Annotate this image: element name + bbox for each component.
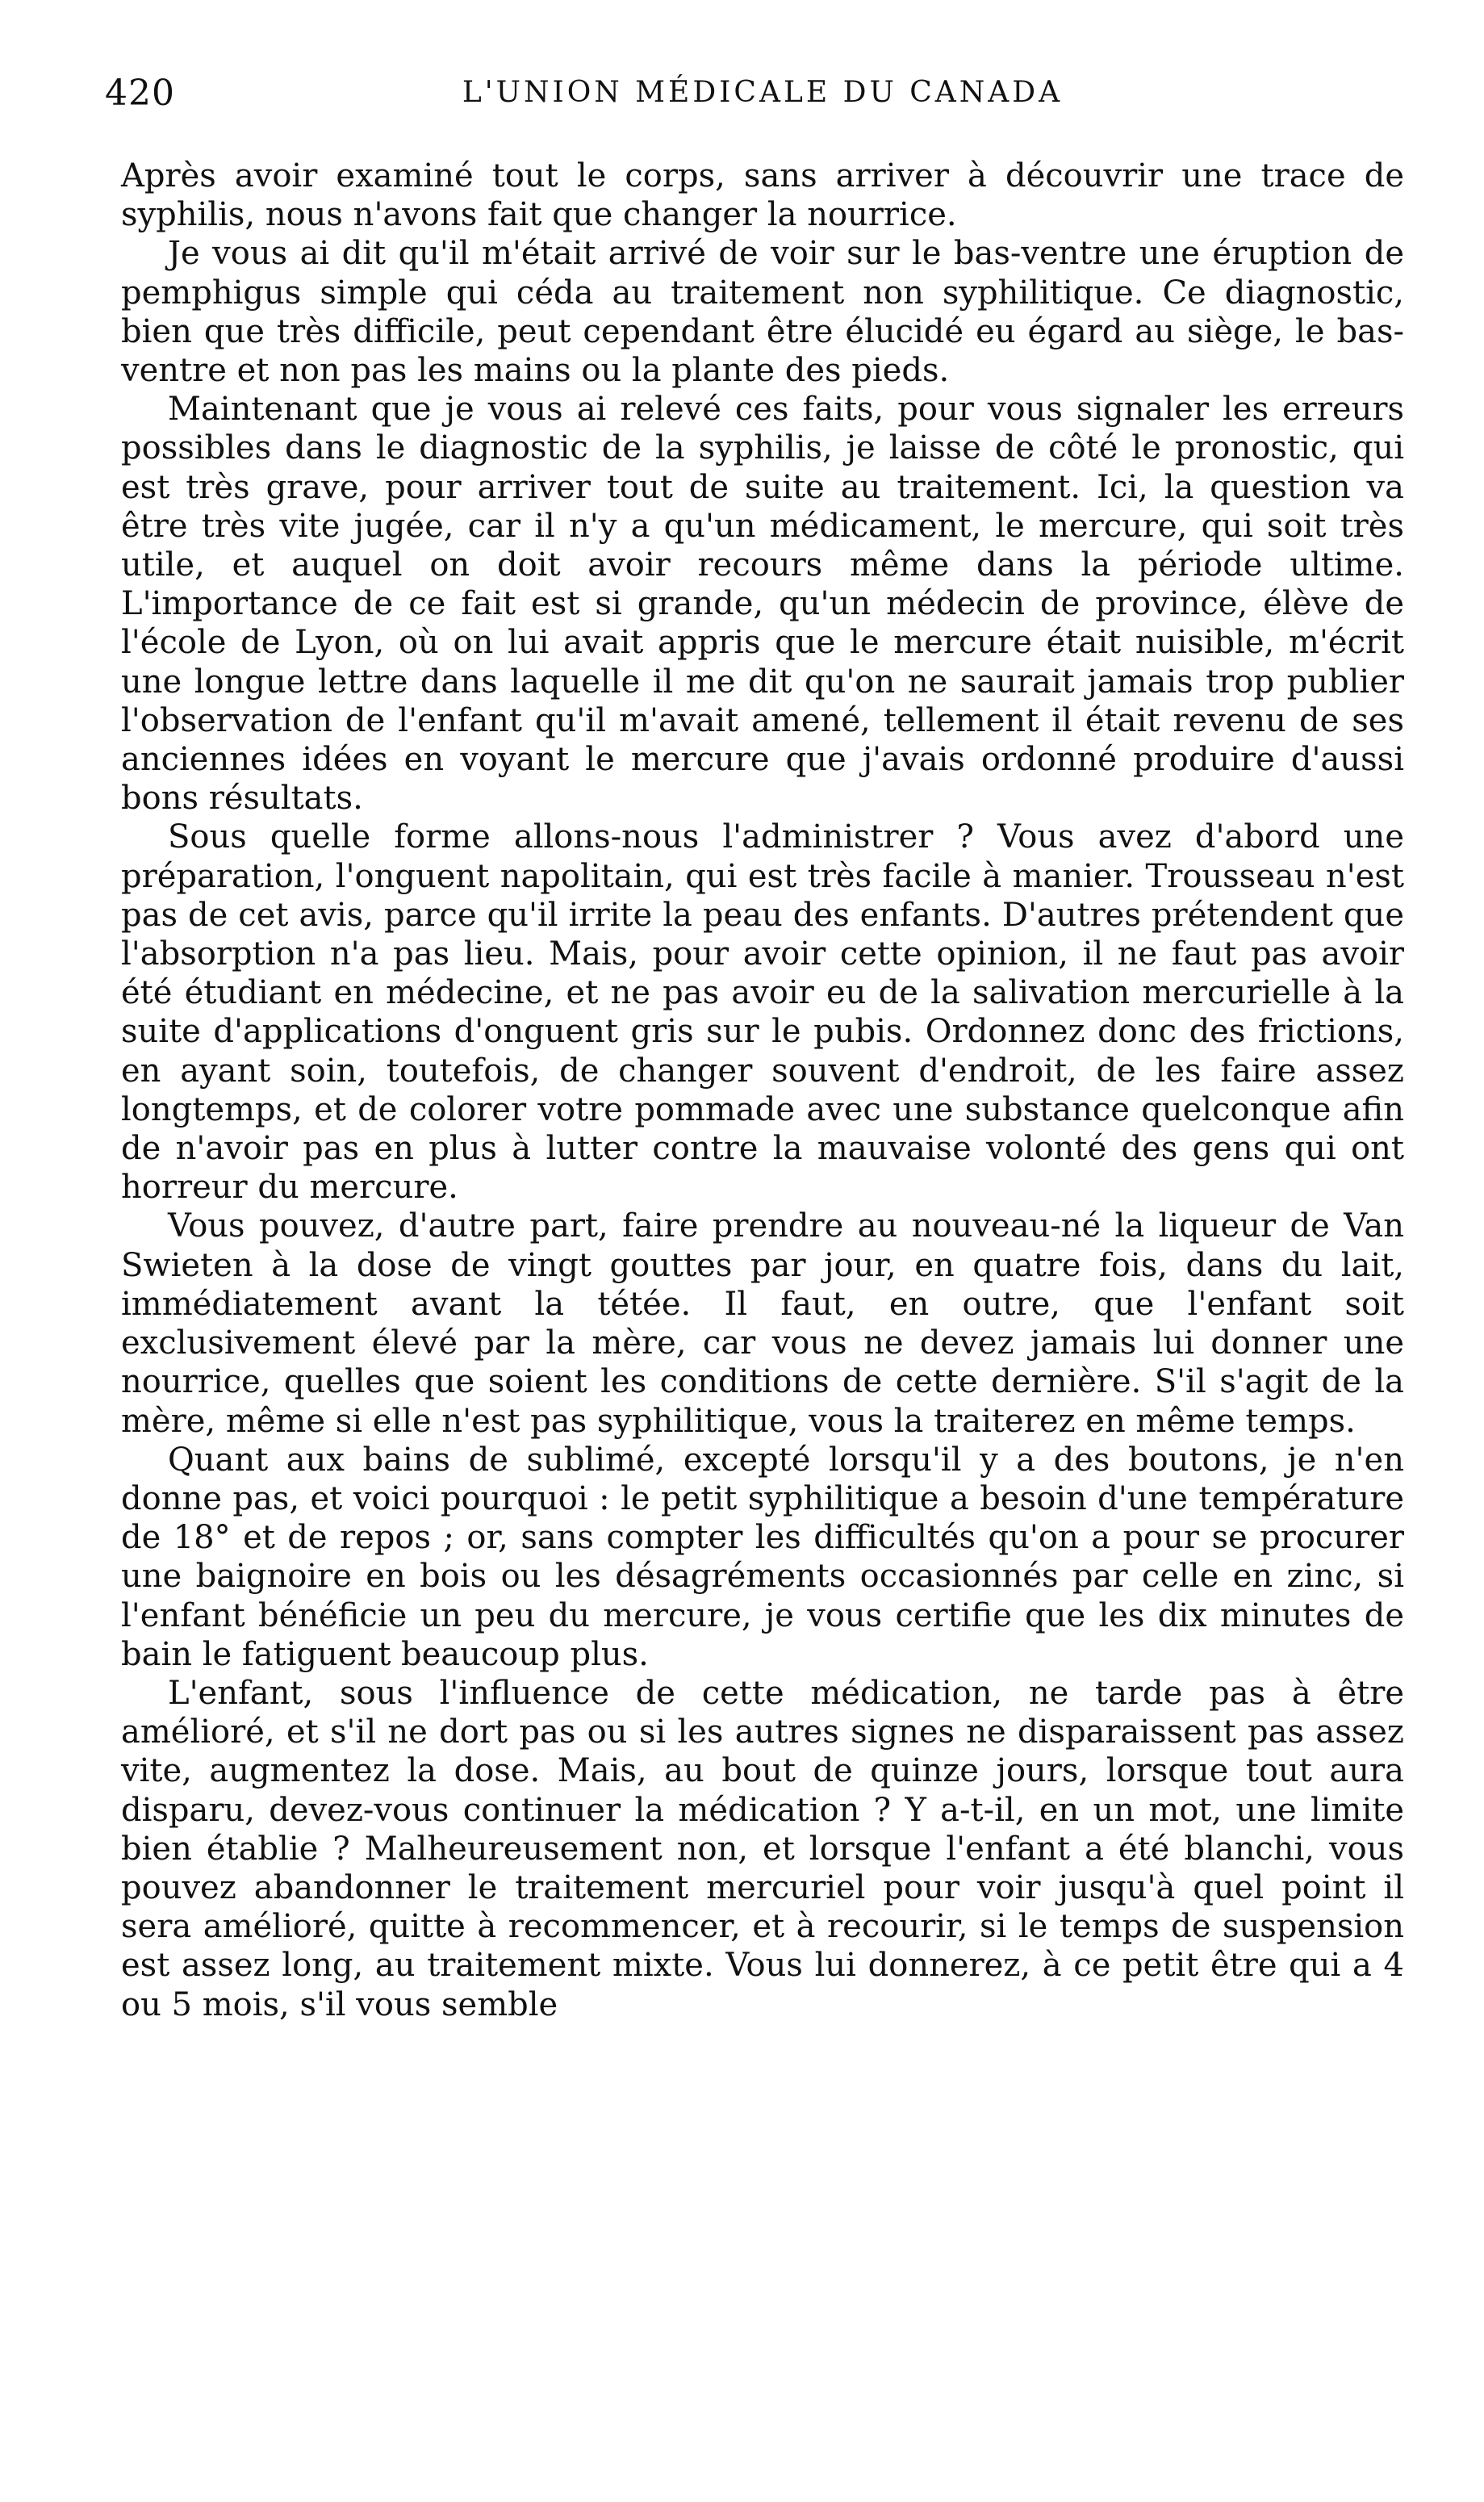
- paragraph: Après avoir examiné tout le corps, sans arriver à découvrir une trace de syphilis, nous n'avons fait que changer la nourrice.: [121, 157, 1404, 234]
- paragraph: L'enfant, sous l'influence de cette médication, ne tarde pas à être amélioré, et s'il ne dort pas ou si les autres signes ne disparaissent pas assez vite, augmentez la dose. Mais, au bout de quinze jours, lorsque tout aura disparu, devez-vous continuer la médication ? Y a-t-il, en un mot, une limite bien établie ? Malheureusement non, et lorsque l'enfant a été blanchi, vous pouvez abandonner le traitement mercuriel pour voir jusqu'à quel point il sera amélioré, quitte à recommencer, et à recourir, si le temps de suspension est assez long, au traitement mixte. Vous lui donnerez, à ce petit être qui a 4 ou 5 mois, s'il vous semble: [121, 1674, 1404, 2023]
- paragraph: Vous pouvez, d'autre part, faire prendre au nouveau-né la liqueur de Van Swieten à la dose de vingt gouttes par jour, en quatre fois, dans du lait, immédiatement avant la tétée. Il faut, en outre, que l'enfant soit exclusivement élevé par la mère, car vous ne devez jamais lui donner une nourrice, quelles que soient les conditions de cette dernière. S'il s'agit de la mère, même si elle n'est pas syphilitique, vous la traiterez en même temps.: [121, 1207, 1404, 1440]
- journal-title: L'UNION MÉDICALE DU CANADA: [462, 76, 1064, 109]
- document-page: [105, 65, 1404, 2454]
- page-number: 420: [105, 73, 175, 114]
- body-text: [121, 157, 1404, 2024]
- paragraph: Je vous ai dit qu'il m'était arrivé de voir sur le bas-ventre une éruption de pemphigus simple qui céda au traitement non syphilitique. Ce diagnostic, bien que très difficile, peut cependant être élucidé eu égard au siège, le bas-ventre et non pas les mains ou la plante des pieds.: [121, 235, 1404, 390]
- paragraph: Sous quelle forme allons-nous l'administrer ? Vous avez d'abord une préparation, l'onguent napolitain, qui est très facile à manier. Trousseau n'est pas de cet avis, parce qu'il irrite la peau des enfants. D'autres prétendent que l'absorption n'a pas lieu. Mais, pour avoir cette opinion, il ne faut pas avoir été étudiant en médecine, et ne pas avoir eu de la salivation mercurielle à la suite d'applications d'onguent gris sur le pubis. Ordonnez donc des frictions, en ayant soin, toutefois, de changer souvent d'endroit, de les faire assez longtemps, et de colorer votre pommade avec une substance quelconque afin de n'avoir pas en plus à lutter contre la mauvaise volonté des gens qui ont horreur du mercure.: [121, 818, 1404, 1207]
- paragraph: Quant aux bains de sublimé, excepté lorsqu'il y a des boutons, je n'en donne pas, et voici pourquoi : le petit syphilitique a besoin d'une température de 18° et de repos ; or, sans compter les difficultés qu'on a pour se procurer une baignoire en bois ou les désagréments occasionnés par celle en zinc, si l'enfant bénéficie un peu du mercure, je vous certifie que les dix minutes de bain le fatiguent beaucoup plus.: [121, 1441, 1404, 1673]
- paragraph: Maintenant que je vous ai relevé ces faits, pour vous signaler les erreurs possibles dans le diagnostic de la syphilis, je laisse de côté le pronostic, qui est très grave, pour arriver tout de suite au traitement. Ici, la question va être très vite jugée, car il n'y a qu'un médicament, le mercure, qui soit très utile, et auquel on doit avoir recours même dans la période ultime. L'importance de ce fait est si grande, qu'un médecin de province, élève de l'école de Lyon, où on lui avait appris que le mercure était nuisible, m'écrit une longue lettre dans laquelle il me dit qu'on ne saurait jamais trop publier l'observation de l'enfant qu'il m'avait amené, tellement il était revenu de ses anciennes idées en voyant le mercure que j'avais ordonné produire d'aussi bons résultats.: [121, 391, 1404, 818]
- running-head: [105, 65, 1404, 129]
